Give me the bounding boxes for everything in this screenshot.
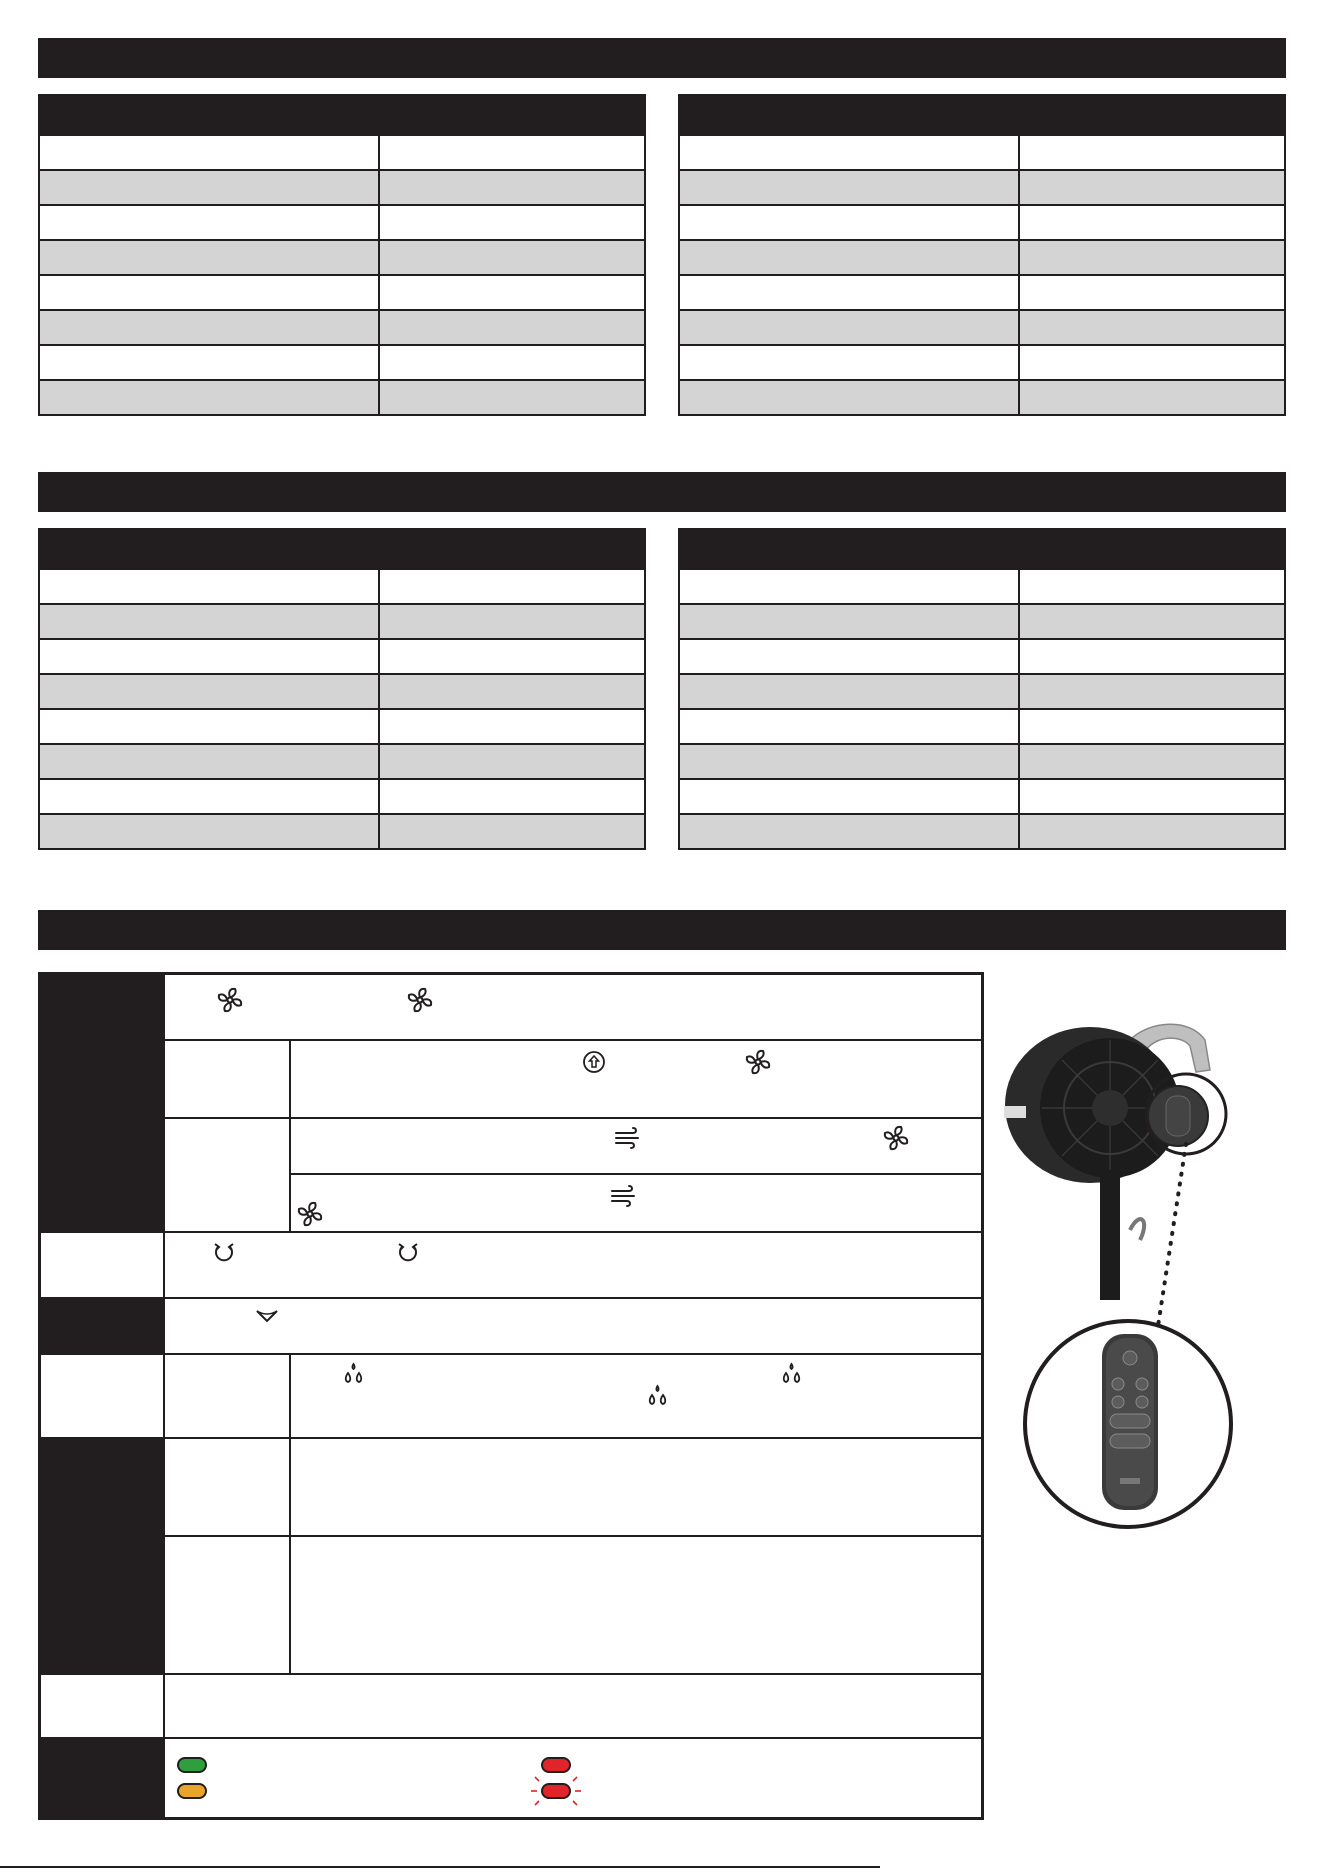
oscillation-icon (395, 1239, 421, 1265)
footer-rule (0, 1866, 880, 1868)
indicator-red (541, 1757, 571, 1773)
indicator-amber (177, 1783, 207, 1799)
remote-control-image (1022, 1318, 1234, 1530)
blink-rays-icon (531, 1773, 581, 1809)
row-label-timer (41, 1437, 163, 1673)
fan-icon (743, 1047, 773, 1077)
fan-icon (405, 985, 435, 1015)
fan-icon (215, 985, 245, 1015)
row-label-oscillation (41, 1231, 163, 1297)
spec-table-1-right (678, 94, 1286, 416)
section-header-bar-3 (38, 910, 1286, 950)
table-header (39, 95, 645, 135)
mist-drops-icon (645, 1383, 671, 1409)
table-header (39, 529, 645, 569)
row-label-mist (41, 1353, 163, 1437)
spec-table-2-left (38, 528, 646, 850)
table-header (679, 529, 1285, 569)
mist-drops-icon (779, 1361, 805, 1387)
row-label-remote (41, 1673, 163, 1737)
wind-icon (613, 1123, 643, 1153)
tilt-icon (255, 1307, 279, 1325)
oscillation-icon (211, 1239, 237, 1265)
table-header (679, 95, 1285, 135)
row-label-indicators (41, 1737, 163, 1817)
controls-table (38, 972, 984, 1820)
spec-table-1-left (38, 94, 646, 416)
zoom-connector (1150, 1140, 1210, 1330)
row-label-fan (41, 975, 163, 1231)
indicator-green (177, 1757, 207, 1773)
fan-product-image (1000, 1010, 1250, 1300)
wind-icon (609, 1181, 639, 1211)
fan-icon (295, 1199, 325, 1229)
fan-icon (881, 1123, 911, 1153)
section-header-bar-1 (38, 38, 1286, 78)
mist-drops-icon (341, 1361, 367, 1387)
boost-arrow-icon (581, 1049, 607, 1075)
row-label-tilt (41, 1297, 163, 1353)
section-header-bar-2 (38, 472, 1286, 512)
spec-table-2-right (678, 528, 1286, 850)
